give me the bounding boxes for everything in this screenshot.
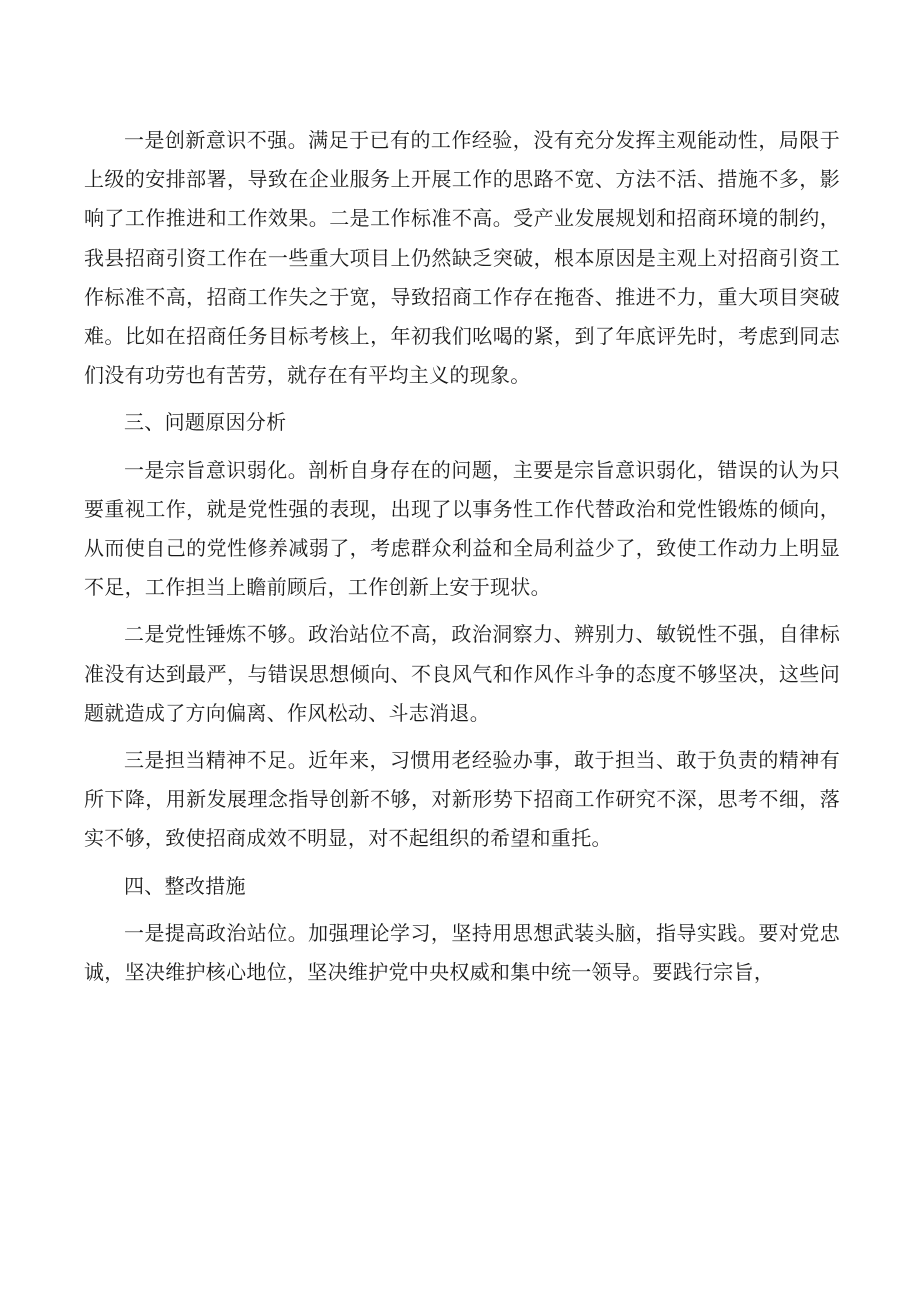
section-heading-cause-analysis: 三、问题原因分析 (124, 410, 287, 435)
paragraph-purpose-awareness: 一是宗旨意识弱化。剖析自身存在的问题，主要是宗旨意识弱化，错误的认为只要重视工作，就是党性强的表现，出现了以事务性工作代替政治和党性锻炼的倾向，从而使自己的党性修养减弱了，考虑群众利益和全局利益少了，致使工作动力上明显不足，工作担当上瞻前顾后，工作创新上安于现状。 (84, 457, 840, 600)
section-heading-rectification: 四、整改措施 (124, 873, 246, 898)
paragraph-responsibility-spirit: 三是担当精神不足。近年来，习惯用老经验办事，敢于担当、敢于负责的精神有所下降，用新发展理念指导创新不够，对新形势下招商工作研究不深，思考不细，落实不够，致使招商成效不明显，对不起组织的希望和重托。 (84, 748, 840, 851)
paragraph-innovation-standards: 一是创新意识不强。满足于已有的工作经验，没有充分发挥主观能动性，局限于上级的安排部署，导致在企业服务上开展工作的思路不宽、方法不活、措施不多，影响了工作推进和工作效果。二是工作标准不高。受产业发展规划和招商环境的制约，我县招商引资工作在一些重大项目上仍然缺乏突破，根本原因是主观上对招商引资工作标准不高，招商工作失之于宽，导致招商工作存在拖沓、推进不力，重大项目突破难。比如在招商任务目标考核上，年初我们吆喝的紧，到了年底评先时，考虑到同志们没有功劳也有苦劳，就存在有平均主义的现象。 (84, 128, 840, 388)
paragraph-political-stance: 一是提高政治站位。加强理论学习，坚持用思想武装头脑，指导实践。要对党忠诚，坚决维护核心地位，坚决维护党中央权威和集中统一领导。要践行宗旨， (84, 920, 840, 985)
document-body (84, 121, 840, 1000)
paragraph-party-discipline: 二是党性锤炼不够。政治站位不高，政治洞察力、辨别力、敏锐性不强，自律标准没有达到最严，与错误思想倾向、不良风气和作风作斗争的态度不够坚决，这些问题就造成了方向偏离、作风松动、斗志消退。 (84, 622, 840, 725)
